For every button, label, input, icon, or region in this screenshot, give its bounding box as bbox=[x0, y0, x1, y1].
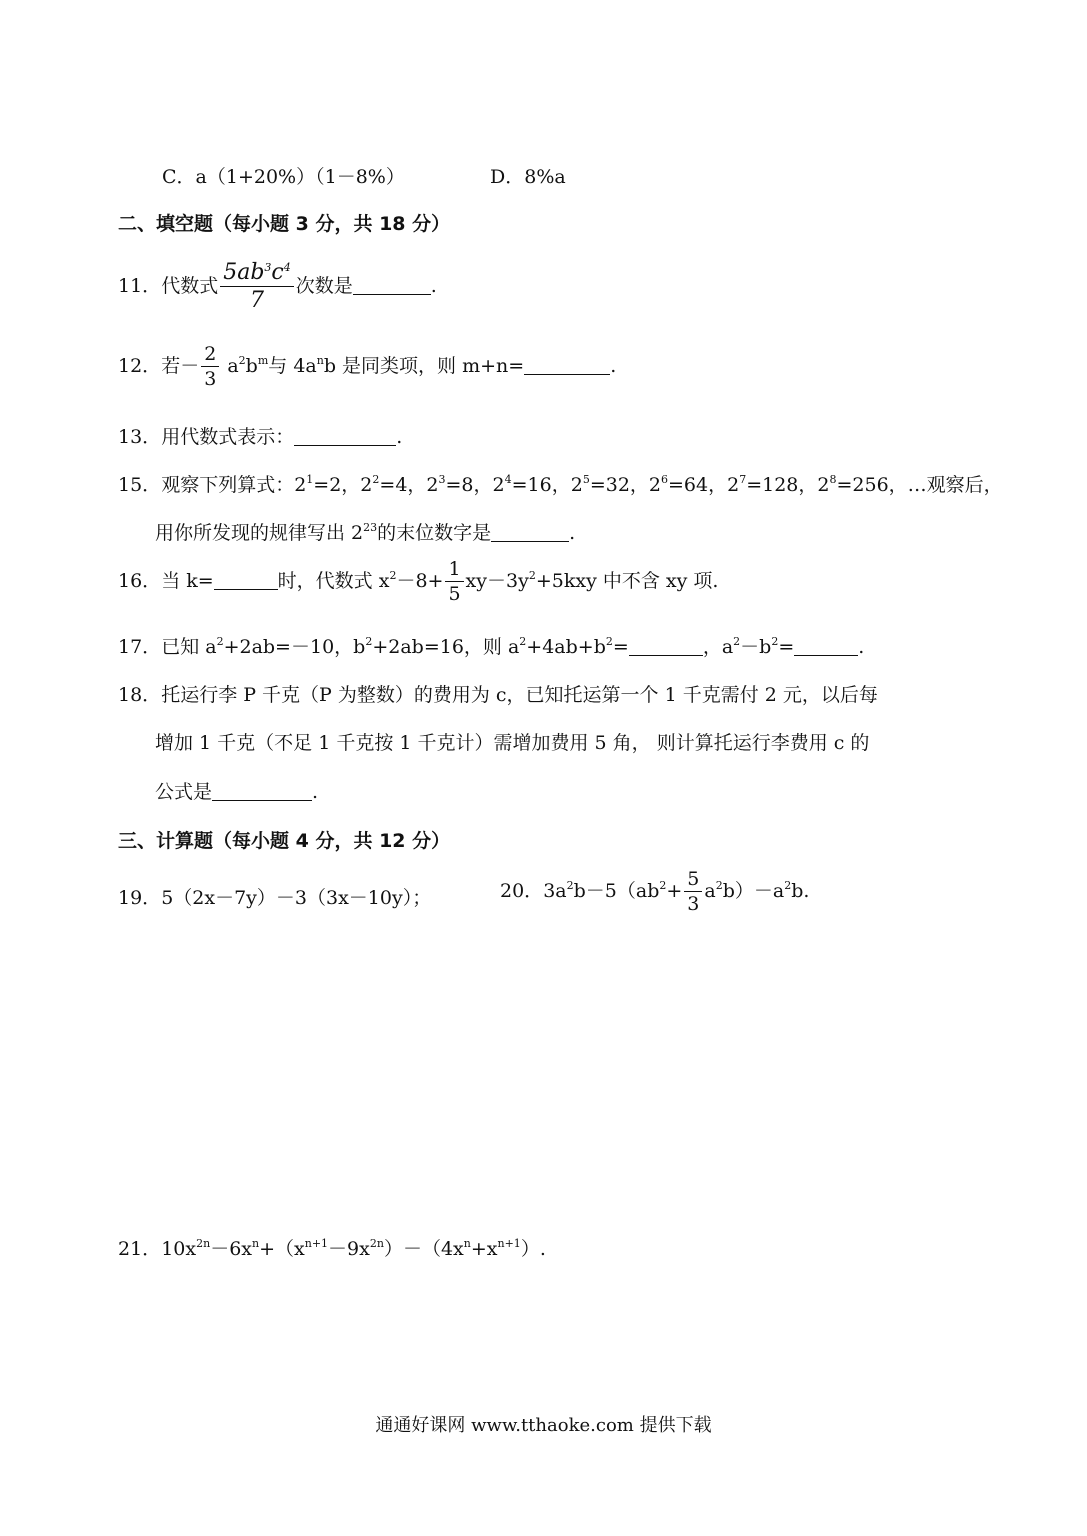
q20-fraction: $\frac{5}{3}$ bbox=[684, 870, 702, 914]
section-2-title: 二、填空题（每小题 3 分，共 18 分） bbox=[118, 213, 451, 235]
question-18-line-1: 18．托运行李 P 千克（P 为整数）的费用为 c，已知托运第一个 1 千克需付 2 元，以后每 bbox=[118, 684, 878, 706]
question-20: 20．$3a^2b-5(ab^2+$ $\frac{5}{3}$ $a^2b)-a^2b$. bbox=[500, 868, 810, 915]
question-12: 12．若－ $\frac{2}{3}$ $a^2b^m$与 $4a^nb$ 是同类项，则 m+n= . bbox=[118, 343, 617, 390]
question-18-line-2: 增加 1 千克（不足 1 千克按 1 千克计）需增加费用 5 角， 则计算托运行李费用 c 的 bbox=[155, 732, 870, 754]
question-19: 19．5（2x－7y）－3（3x－10y）； bbox=[118, 887, 432, 909]
q16-fraction: $\frac{1}{5}$ bbox=[445, 560, 463, 604]
q10-option-c: C．a（1+20%）（1－8%） bbox=[162, 166, 405, 188]
page-footer: 通通好课网 www.tthaoke.com 提供下载 bbox=[375, 1415, 712, 1436]
q12-fraction: $\frac{2}{3}$ bbox=[201, 345, 219, 389]
q10-option-d: D．8%a bbox=[490, 166, 566, 188]
question-17: 17．已知 $a^2+2ab=-10$，$b^2+2ab=16$，则 $a^2+4ab+b^2=$ ，$a^2-b^2=$ . bbox=[118, 635, 865, 658]
question-16: 16．当 k= 时，代数式 $x^2-8+$ $\frac{1}{5}$ $xy-3y^2+5kxy$ 中不含 xy 项. bbox=[118, 558, 719, 605]
question-18-line-3: 公式是 . bbox=[155, 781, 319, 803]
question-15-line-1: 15．观察下列算式：$2^1=2$，$2^2=4$，$2^3=8$，$2^4=16$，$2^5=32$，$2^6=64$，$2^7=128$，$2^8=256$，…观察后， bbox=[118, 473, 1003, 496]
section-3-title: 三、计算题（每小题 4 分，共 12 分） bbox=[118, 830, 451, 852]
question-15-line-2: 用你所发现的规律写出 $2^{23}$的末位数字是 . bbox=[155, 521, 576, 544]
q11-fraction: $\frac{5ab^3c^4}{7}$ bbox=[220, 262, 294, 312]
question-13: 13．用代数式表示： . bbox=[118, 426, 403, 448]
question-11: 11．代数式 $\frac{5ab^3c^4}{7}$ 次数是 . bbox=[118, 260, 437, 313]
question-21: 21．$10x^{2n}-6x^n+(x^{n+1}-9x^{2n})-(4x^n+x^{n+1})$. bbox=[118, 1237, 546, 1260]
